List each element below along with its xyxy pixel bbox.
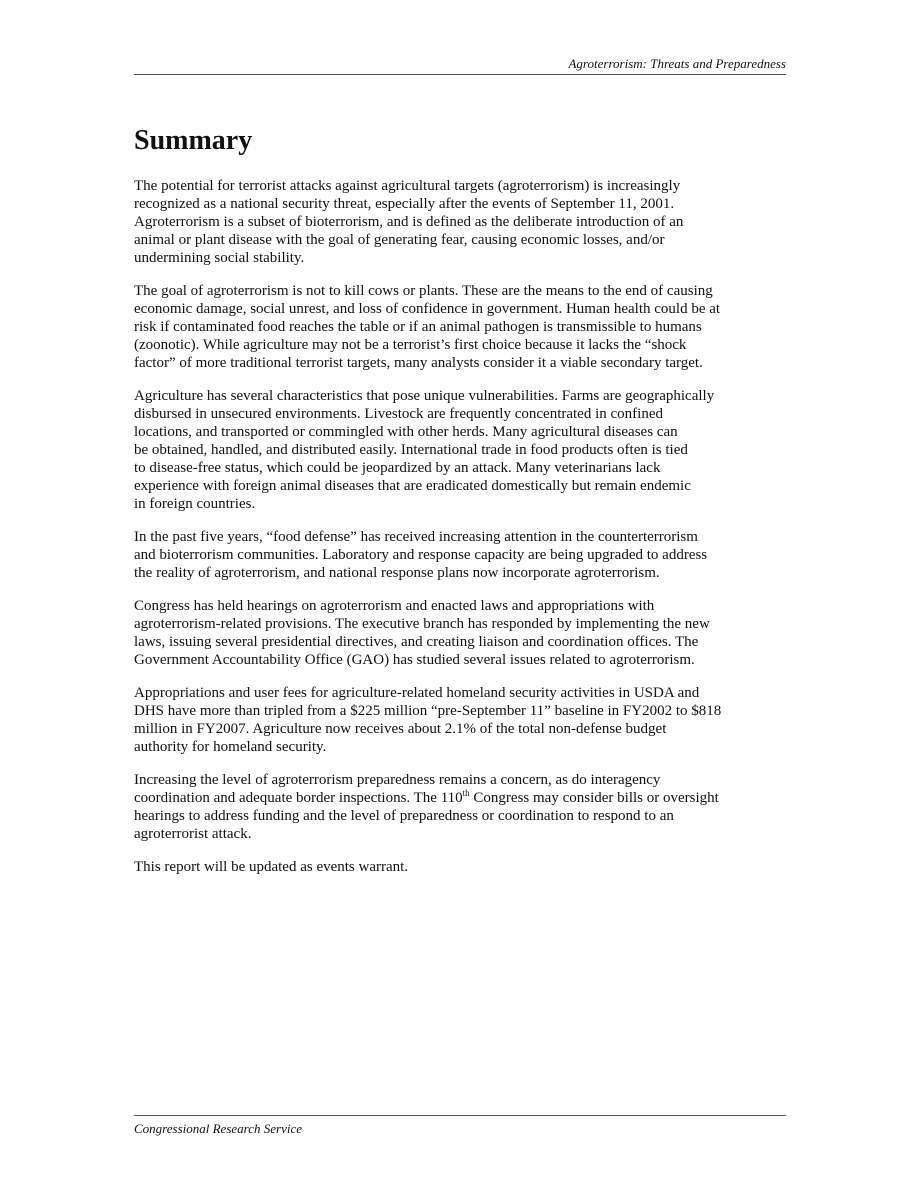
text-line: disbursed in unsecured environments. Livestock are frequently concentrated in confined xyxy=(134,406,663,422)
text-line: and bioterrorism communities. Laboratory and response capacity are being upgraded to address xyxy=(134,547,708,563)
text-line: economic damage, social unrest, and loss of confidence in government. Human health could be at xyxy=(134,301,721,317)
text-line: laws, issuing several presidential directives, and creating liaison and coordination offices. The xyxy=(134,634,699,650)
text-fragment: Congress may consider bills or oversight xyxy=(469,790,719,806)
text-line: The potential for terrorist attacks against agricultural targets (agroterrorism) is increasingly xyxy=(134,178,681,194)
text-line: (zoonotic). While agriculture may not be a terrorist’s first choice because it lacks the “shock xyxy=(134,337,687,353)
text-line: to disease-free status, which could be jeopardized by an attack. Many veterinarians lack xyxy=(134,460,661,476)
running-footer: Congressional Research Service xyxy=(134,1115,786,1137)
ordinal-superscript: th xyxy=(462,788,470,798)
text-line: Increasing the level of agroterrorism preparedness remains a concern, as do interagency xyxy=(134,772,661,788)
text-line: in foreign countries. xyxy=(134,496,256,512)
text-line: locations, and transported or commingled with other herds. Many agricultural diseases can xyxy=(134,424,678,440)
paragraph-4 xyxy=(134,528,788,582)
summary-body xyxy=(134,177,788,891)
text-line xyxy=(134,789,788,807)
text-line: Agriculture has several characteristics that pose unique vulnerabilities. Farms are geographically xyxy=(134,388,715,404)
text-fragment: coordination and adequate border inspections. The 110 xyxy=(134,790,463,806)
paragraph-5 xyxy=(134,597,788,669)
text-line: be obtained, handled, and distributed easily. International trade in food products often is tied xyxy=(134,442,688,458)
paragraph-3 xyxy=(134,387,788,513)
paragraph-1 xyxy=(134,177,788,267)
text-line: hearings to address funding and the level of preparedness or coordination to respond to an xyxy=(134,808,674,824)
paragraph-6 xyxy=(134,684,788,756)
text-line: In the past five years, “food defense” has received increasing attention in the counterterrorism xyxy=(134,529,698,545)
text-line: undermining social stability. xyxy=(134,250,305,266)
text-line: DHS have more than tripled from a $225 million “pre-September 11” baseline in FY2002 to $818 xyxy=(134,703,722,719)
paragraph-8 xyxy=(134,858,788,876)
text-line: authority for homeland security. xyxy=(134,739,327,755)
text-line: This report will be updated as events warrant. xyxy=(134,859,409,875)
page-title: Summary xyxy=(134,125,253,156)
text-line: risk if contaminated food reaches the table or if an animal pathogen is transmissible to humans xyxy=(134,319,702,335)
paragraph-7 xyxy=(134,771,788,843)
running-header: Agroterrorism: Threats and Preparedness xyxy=(134,56,786,75)
text-line: million in FY2007. Agriculture now receives about 2.1% of the total non-defense budget xyxy=(134,721,667,737)
text-line: factor” of more traditional terrorist targets, many analysts consider it a viable secondary target. xyxy=(134,355,703,371)
text-line: Congress has held hearings on agroterrorism and enacted laws and appropriations with xyxy=(134,598,655,614)
text-line: Agroterrorism is a subset of bioterrorism, and is defined as the deliberate introduction of an xyxy=(134,214,684,230)
paragraph-2 xyxy=(134,282,788,372)
text-line: The goal of agroterrorism is not to kill cows or plants. These are the means to the end of causing xyxy=(134,283,713,299)
text-line: recognized as a national security threat, especially after the events of September 11, 2001. xyxy=(134,196,675,212)
text-line: the reality of agroterrorism, and national response plans now incorporate agroterrorism. xyxy=(134,565,660,581)
text-line: Appropriations and user fees for agriculture-related homeland security activities in USDA and xyxy=(134,685,700,701)
text-line: agroterrorist attack. xyxy=(134,826,252,842)
text-line: agroterrorism-related provisions. The executive branch has responded by implementing the new xyxy=(134,616,710,632)
text-line: experience with foreign animal diseases that are eradicated domestically but remain endemic xyxy=(134,478,691,494)
text-line: Government Accountability Office (GAO) has studied several issues related to agroterrorism. xyxy=(134,652,695,668)
text-line: animal or plant disease with the goal of generating fear, causing economic losses, and/or xyxy=(134,232,665,248)
